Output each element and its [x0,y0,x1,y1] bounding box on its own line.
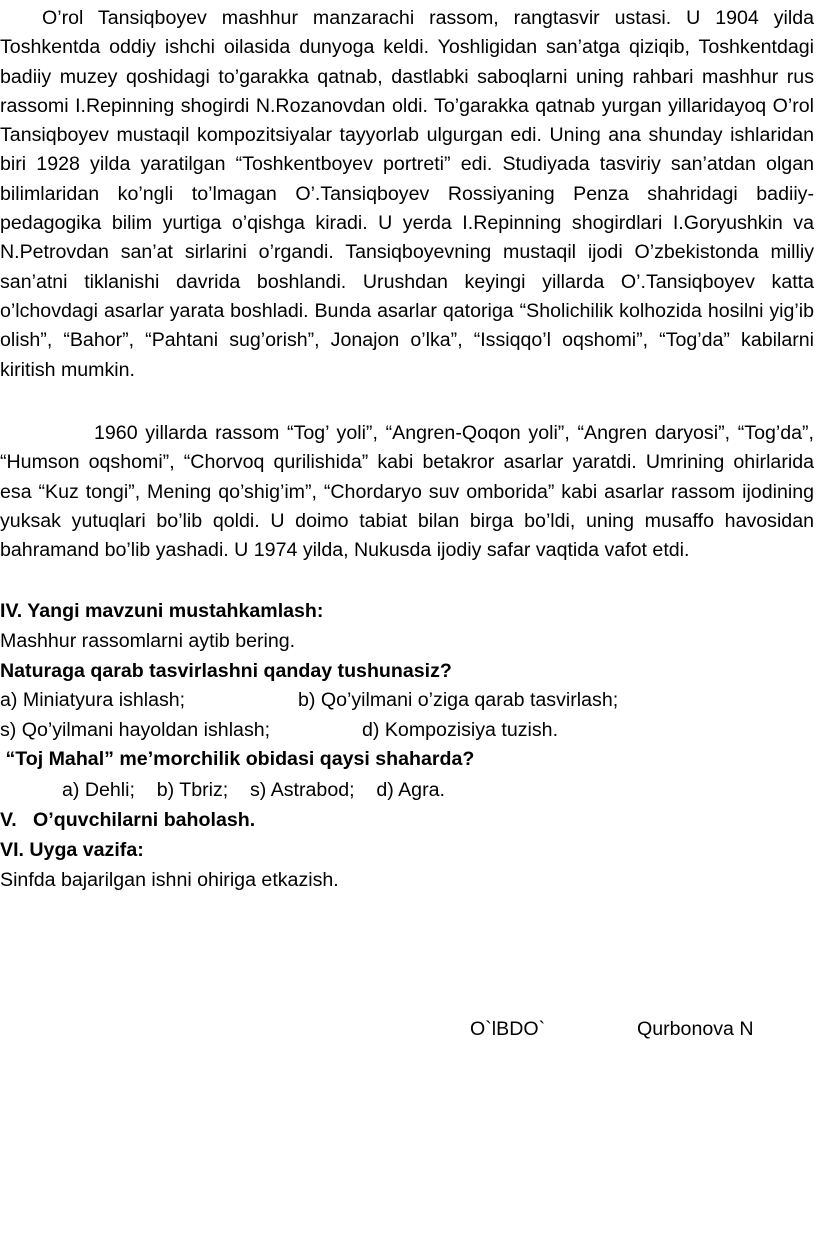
signature-name: Qurbonova N [637,1018,754,1040]
question-1-text: Naturaga qarab tasvirlashni qanday tushunasiz? [0,660,452,682]
biography-paragraph-1: O’rol Tansiqboyev mashhur manzarachi rassom, rangtasvir ustasi. U 1904 yilda Toshkentda oddiy ishchi oilasida dunyoga keldi. Yoshligidan san’atga qiziqib, Toshkentdagi badiiy muzey qoshidagi to’garakka qatnab, dastlabki saboqlarni uning rahbari mashhur rus rassomi I.Repinning shogirdi N.Rozanovdan oldi. To’garakka qatnab yurgan yillaridayoq O’rol Tansiqboyev mustaqil kompozitsiyalar tayyorlab ulgurgan edi. Uning ana shunday ishlaridan biri 1928 yilda yaratilgan “Toshkentboyev portreti” edi. Studiyada tasviriy san’atdan olgan bilimlaridan ko’ngli to’lmagan O’.Tansiqboyev Rossiyaning Penza shahridagi badiiy-pedagogika bilim yurtiga o’qishga kiradi. U yerda I.Repinning shogirdlari I.Goryushkin va N.Petrovdan san’at sirlarini o’rgandi. Tansiqboyevning mustaqil ijodi O’zbekistonda milliy san’atni tiklanishi davrida boshlandi. Urushdan keyingi yillarda O’.Tansiqboyev katta o’lchovdagi asarlar yarata boshladi. Bunda asarlar qatoriga “Sholichilik kolhozida hosilni yig’ib olish”, “Bahor”, “Pahtani sug’orish”, Jonajon o’lka”, “Issiqqo’l oqshomi”, “Tog’da” kabilarni kiritish mumkin. [0,7,814,381]
question-1-option-s: s) Qo’yilmani hayoldan ishlash; [0,719,271,741]
question-1-option-a: a) Miniatyura ishlash; [0,689,186,711]
biography-paragraph-2: 1960 yillarda rassom “Tog’ yoli”, “Angren-Qoqon yoli”, “Angren daryosi”, “Tog’da”, “Humson oqshomi”, “Chorvoq qurilishida” kabi betakror asarlar yaratdi. Umrining ohirlarida esa “Kuz tongi”, Mening qo’shig’im”, “Chordaryo suv omborida” kabi asarlar rassom ijodining yuksak yutuqlari bo’lib qoldi. U doimo tabiat bilan birga bo’ldi, uning musaffo havosidan bahramand bo’lib yashadi. U 1974 yilda, Nukusda ijodiy safar vaqtida vafot etdi. [0,422,814,562]
section-6-heading: VI. Uyga vazifa: [0,839,144,861]
section-6-task: Sinfda bajarilgan ishni ohiriga etkazish. [0,869,339,891]
question-2-options: a) Dehli; b) Tbriz; s) Astrabod; d) Agra. [62,779,445,801]
question-1-option-d: d) Kompozisiya tuzish. [362,719,559,741]
section-4-prompt: Mashhur rassomlarni aytib bering. [0,630,296,652]
signature-institution: O`lBDO` [470,1018,546,1040]
question-2-text: “Toj Mahal” me’morchilik obidasi qaysi shaharda? [0,748,475,770]
question-1-option-b: b) Qo’yilmani o’ziga qarab tasvirlash; [298,689,619,711]
section-5-heading: V. O’quvchilarni baholash. [0,809,256,831]
section-4-heading: IV. Yangi mavzuni mustahkamlash: [0,600,324,622]
